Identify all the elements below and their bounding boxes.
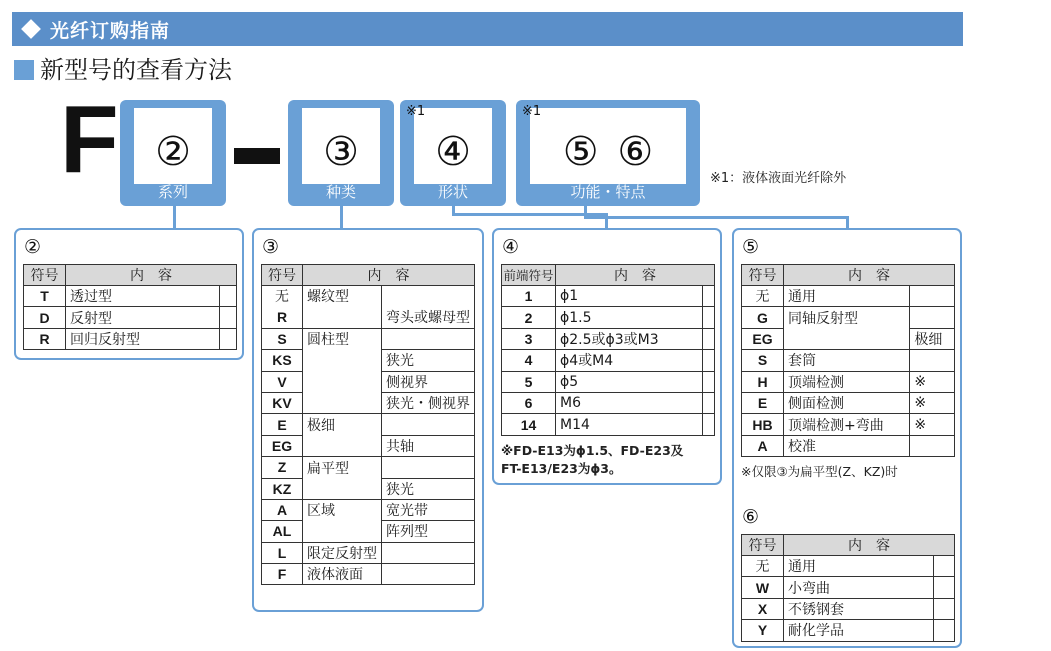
model-footnote: ※1：液体液面光纤除外 xyxy=(710,171,847,186)
table-row: G 同轴反射型 xyxy=(742,307,955,328)
table-header: 内 容 xyxy=(784,265,955,286)
panel-series xyxy=(14,228,244,360)
slot-number: ④ xyxy=(435,129,471,175)
table-row: R 弯头或螺母型 xyxy=(262,307,475,328)
slot-label: 形状 xyxy=(437,183,468,201)
table-row: KS 狭光 xyxy=(262,350,475,371)
table-row: 3 ϕ2.5或ϕ3或M3 xyxy=(502,328,715,349)
feature-table xyxy=(741,534,955,642)
table-row: S 圆柱型 xyxy=(262,328,475,349)
panel-type xyxy=(252,228,484,612)
table-row: W 小弯曲 xyxy=(742,577,955,598)
panel-number: ⑤ xyxy=(742,236,760,258)
slot-shape xyxy=(400,100,506,206)
type-table xyxy=(261,264,475,585)
connector-line xyxy=(584,216,848,219)
slot-label: 功能・特点 xyxy=(570,183,646,201)
square-bullet-icon xyxy=(14,60,34,80)
slot-number: ⑤ ⑥ xyxy=(562,129,654,175)
slot-number: ② xyxy=(155,129,191,175)
slot-type xyxy=(288,100,394,206)
table-row: 5 ϕ5 xyxy=(502,371,715,392)
slot-label: 种类 xyxy=(325,183,356,201)
table-row: V 侧视界 xyxy=(262,371,475,392)
panel-shape xyxy=(492,228,722,485)
function-note: ※仅限③为扁平型(Z、KZ)时 xyxy=(741,464,898,479)
function-table xyxy=(741,264,955,457)
slot-note: ※1 xyxy=(406,104,426,119)
table-row: 4 ϕ4或M4 xyxy=(502,350,715,371)
panel-function xyxy=(732,228,962,648)
table-row: 14 M14 xyxy=(502,414,715,435)
table-header: 前端符号 xyxy=(502,265,556,286)
table-row: L 限定反射型 xyxy=(262,542,475,563)
table-row: R 回归反射型 xyxy=(24,328,237,349)
table-header: 内 容 xyxy=(784,535,955,556)
table-header: 符号 xyxy=(742,265,784,286)
table-row: 1 ϕ1 xyxy=(502,286,715,307)
table-row: Y 耐化学品 xyxy=(742,620,955,641)
table-header: 符号 xyxy=(262,265,303,286)
table-row: HB 顶端检测+弯曲 ※ xyxy=(742,414,955,435)
diamond-icon xyxy=(21,19,41,39)
table-row: 6 M6 xyxy=(502,392,715,413)
model-prefix: F xyxy=(60,86,119,193)
table-row: E 极细 xyxy=(262,414,475,435)
table-row: F 液体液面 xyxy=(262,564,475,585)
table-row: E 侧面检测 ※ xyxy=(742,392,955,413)
panel-number: ⑥ xyxy=(742,506,760,528)
panel-number: ④ xyxy=(502,236,520,258)
connector-line xyxy=(173,206,176,228)
series-table xyxy=(23,264,237,350)
table-row: T 透过型 xyxy=(24,286,237,307)
connector-line xyxy=(846,216,849,228)
subtitle: 新型号的查看方法 xyxy=(40,56,232,84)
table-row: EG 共轴 xyxy=(262,435,475,456)
table-row: A 校准 xyxy=(742,435,955,456)
table-row: S 套筒 xyxy=(742,350,955,371)
table-header: 内 容 xyxy=(556,265,715,286)
table-row: 2 ϕ1.5 xyxy=(502,307,715,328)
table-row: AL 阵列型 xyxy=(262,521,475,542)
section-header xyxy=(12,12,963,46)
table-row: EG 极细 xyxy=(742,328,955,349)
table-row: 无 螺纹型 xyxy=(262,286,475,307)
shape-note-line: FT-E13/E23为ϕ3。 xyxy=(501,461,622,476)
panel-number: ③ xyxy=(262,236,280,258)
table-header: 内 容 xyxy=(303,265,475,286)
table-row: Z 扁平型 xyxy=(262,457,475,478)
slot-function xyxy=(516,100,700,206)
panel-number: ② xyxy=(24,236,42,258)
table-row: A 区域 宽光带 xyxy=(262,499,475,520)
table-row: KV 狭光・侧视界 xyxy=(262,392,475,413)
table-header: 符号 xyxy=(742,535,784,556)
table-row: 无 通用 xyxy=(742,286,955,307)
slot-number: ③ xyxy=(323,129,359,175)
table-row: X 不锈钢套 xyxy=(742,598,955,619)
table-row: KZ 狭光 xyxy=(262,478,475,499)
table-header: 符号 xyxy=(24,265,66,286)
shape-note-line: ※FD-E13为ϕ1.5、FD-E23及 xyxy=(501,443,684,458)
dash-separator xyxy=(234,148,280,164)
slot-label: 系列 xyxy=(157,183,188,201)
table-header: 内 容 xyxy=(66,265,237,286)
slot-note: ※1 xyxy=(522,104,542,119)
shape-table xyxy=(501,264,715,436)
section-title: 光纤订购指南 xyxy=(50,19,171,42)
table-row: D 反射型 xyxy=(24,307,237,328)
table-row: 无 通用 xyxy=(742,556,955,577)
slot-series xyxy=(120,100,226,206)
table-row: H 顶端检测 ※ xyxy=(742,371,955,392)
connector-line xyxy=(340,206,343,228)
